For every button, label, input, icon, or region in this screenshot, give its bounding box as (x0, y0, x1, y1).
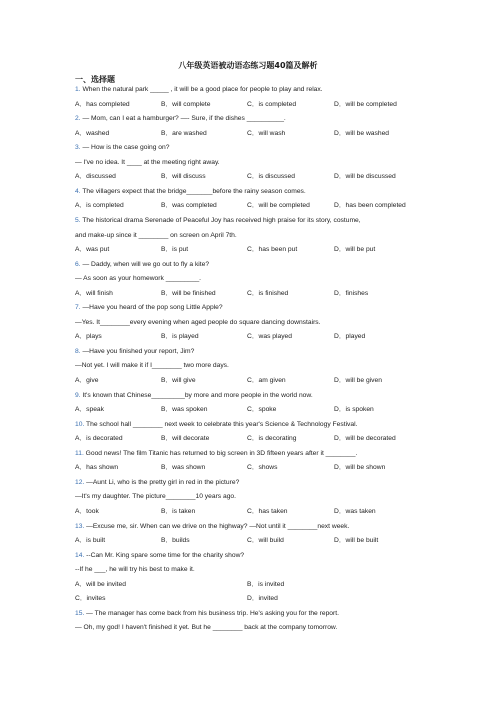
question-text: — As soon as your homework _________. (75, 275, 202, 283)
answer-option[interactable]: B．will complete (161, 100, 211, 108)
question-stem (75, 479, 420, 487)
answer-option[interactable]: B．will be finished (161, 289, 216, 297)
question-stem (75, 523, 420, 531)
answer-option[interactable]: A．will finish (75, 289, 113, 297)
answer-option[interactable]: D．is spoken (334, 406, 374, 414)
question-stem (75, 144, 420, 152)
answer-option[interactable]: B．will give (161, 377, 196, 384)
answer-option[interactable]: A．has shown (75, 464, 119, 472)
question-text: —Yes. It________every evening when aged people do square dancing downstairs. (75, 318, 321, 326)
answer-option[interactable]: B．will discuss (161, 173, 206, 181)
answer-option[interactable]: C．is decorating (247, 435, 297, 443)
question-number: 13. (75, 522, 85, 530)
question-number: 6. (75, 260, 81, 268)
answer-option[interactable]: C．was played (247, 333, 292, 341)
answer-option[interactable]: D．will be put (334, 246, 376, 254)
answer-option[interactable]: C．is finished (247, 289, 289, 297)
answer-option[interactable]: D．played (334, 333, 366, 341)
question-text: Good news! The film Titanic has returned to big screen in 3D fifteen years after it ________. (85, 449, 358, 457)
question-stem (75, 115, 420, 123)
answer-option[interactable]: D．will be completed (334, 100, 397, 108)
answer-option[interactable]: B．was spoken (161, 406, 208, 414)
answer-option[interactable]: D．will be decorated (334, 435, 396, 443)
answer-option[interactable]: C．am given (247, 377, 286, 384)
answer-option[interactable]: B．are washed (161, 129, 207, 137)
question-stem-line (75, 319, 420, 327)
question-text: — The manager has come back from his business trip. He's asking you for the report. (86, 609, 339, 617)
answer-option[interactable]: C．invites (75, 595, 106, 603)
answer-option[interactable]: C．will be completed (247, 202, 310, 210)
question-text: — Daddy, when will we go out to fly a kite? (82, 260, 210, 268)
question-text: When the natural park _____ , it will be a good place for people to play and relax. (82, 86, 323, 93)
answer-option[interactable]: D．was taken (334, 507, 376, 515)
answer-option[interactable]: B．was shown (161, 464, 206, 472)
answer-option[interactable]: C．has taken (247, 507, 288, 515)
question-number: 15. (75, 609, 85, 617)
answer-option[interactable]: A．discussed (75, 173, 116, 181)
question-number: 4. (75, 187, 81, 195)
answer-option[interactable]: B．was completed (161, 202, 217, 210)
question-stem (75, 304, 420, 312)
question-text: —Have you finished your report, Jim? (82, 347, 195, 355)
document-title: 八年级英语被动语态练习题40篇及解析 (178, 61, 318, 70)
question-text: — Mom, can I eat a hamburger? —- Sure, if the dishes __________. (82, 115, 286, 123)
question-text: —Aunt Li, who is the pretty girl in red in the picture? (86, 478, 240, 486)
answer-option[interactable]: A．is completed (75, 202, 124, 210)
answer-option[interactable]: B．builds (161, 537, 190, 545)
answer-option[interactable]: A．speak (75, 406, 104, 414)
question-stem (75, 86, 420, 94)
question-stem-line (75, 159, 420, 167)
answer-option[interactable]: C．will build (247, 537, 284, 545)
question-text: — How is the case going on? (82, 144, 170, 152)
question-stem-line (75, 493, 420, 501)
question-number: 8. (75, 347, 81, 355)
question-stem (75, 421, 420, 429)
question-stem (75, 261, 420, 269)
answer-option[interactable]: C．is discussed (247, 173, 295, 181)
question-number: 12. (75, 478, 85, 486)
question-text: The school hall ________ next week to celebrate this year's Science & Technology Festival. (86, 420, 358, 428)
question-stem (75, 552, 420, 560)
question-stem (75, 392, 420, 400)
question-number: 3. (75, 144, 81, 152)
question-text: —It's my daughter. The picture________10 years ago. (75, 493, 237, 501)
answer-option[interactable]: B．is played (161, 333, 199, 341)
question-number: 14. (75, 551, 85, 559)
question-stem (75, 217, 420, 225)
answer-option[interactable]: D．will be discussed (334, 173, 396, 181)
question-text: and make-up since it ________ on screen on April 7th. (75, 231, 237, 239)
question-text: The villagers expect that the bridge_______before the rainy season comes. (82, 187, 306, 195)
question-number: 9. (75, 391, 81, 399)
question-text: —Excuse me, sir. When can we drive on the highway? —Not until it ________next week. (86, 522, 350, 530)
question-text: It's known that Chinese_________by more and more people in the world now. (82, 391, 313, 399)
answer-option[interactable]: A．will be invited (75, 580, 126, 588)
question-number: 5. (75, 216, 81, 224)
question-stem-line (75, 275, 420, 283)
question-stem (75, 450, 420, 458)
answer-option[interactable]: C．shows (247, 464, 278, 472)
answer-option[interactable]: C．spoke (247, 406, 277, 414)
question-stem-line (75, 232, 420, 240)
question-stem-line (75, 362, 420, 370)
question-number: 11. (75, 449, 84, 457)
answer-option[interactable]: B．will decorate (161, 435, 210, 443)
question-number: 7. (75, 304, 81, 312)
question-stem (75, 610, 420, 618)
answer-option[interactable]: D．will be shown (334, 464, 386, 472)
answer-option[interactable]: D．will be given (334, 377, 382, 384)
answer-option[interactable]: A．has completed (75, 100, 130, 108)
question-text: --If he ___, he will try his best to make it. (75, 566, 195, 574)
answer-option[interactable]: A．plays (75, 333, 102, 341)
question-text: — I've no idea. It ____ at the meeting right away. (75, 158, 220, 166)
answer-option[interactable]: B．is invited (247, 580, 285, 588)
question-text: The historical drama Serenade of Peaceful Joy has received high praise for its story, costume, (82, 216, 361, 224)
question-text: —Not yet. I will make it if I________ two more days. (75, 362, 229, 370)
question-number: 1. (75, 86, 81, 93)
answer-option[interactable]: C．will wash (247, 129, 286, 137)
answer-option[interactable]: A．was put (75, 246, 110, 254)
answer-option[interactable]: B．is taken (161, 507, 196, 515)
answer-option[interactable]: C．is completed (247, 100, 297, 108)
question-text: — Oh, my god! I haven't finished it yet. But he ________ back at the company tomorrow. (75, 624, 338, 632)
question-number: 2. (75, 115, 81, 123)
answer-option[interactable]: D．invited (247, 595, 278, 603)
answer-option[interactable]: A．took (75, 507, 99, 515)
question-number: 10. (75, 420, 85, 428)
answer-option[interactable]: A．is decorated (75, 435, 123, 443)
answer-option[interactable]: A．give (75, 377, 99, 384)
question-stem-line (75, 566, 420, 574)
question-stem-line (75, 624, 420, 632)
question-stem (75, 348, 420, 356)
question-text: —Have you heard of the pop song Little Apple? (82, 304, 223, 312)
question-text: --Can Mr. King spare some time for the charity show? (86, 551, 245, 559)
question-stem (75, 188, 420, 196)
answer-option[interactable]: D．finishes (334, 289, 369, 297)
answer-option[interactable]: A．is built (75, 537, 106, 545)
answer-option[interactable]: A．washed (75, 129, 110, 137)
answer-option[interactable]: D．will be washed (334, 129, 390, 137)
answer-option[interactable]: B．is put (161, 246, 189, 254)
answer-option[interactable]: D．will be built (334, 537, 379, 545)
section-heading: 一、选择题 (75, 75, 115, 84)
answer-option[interactable]: C．has been put (247, 246, 298, 254)
answer-option[interactable]: D．has been completed (334, 202, 406, 210)
